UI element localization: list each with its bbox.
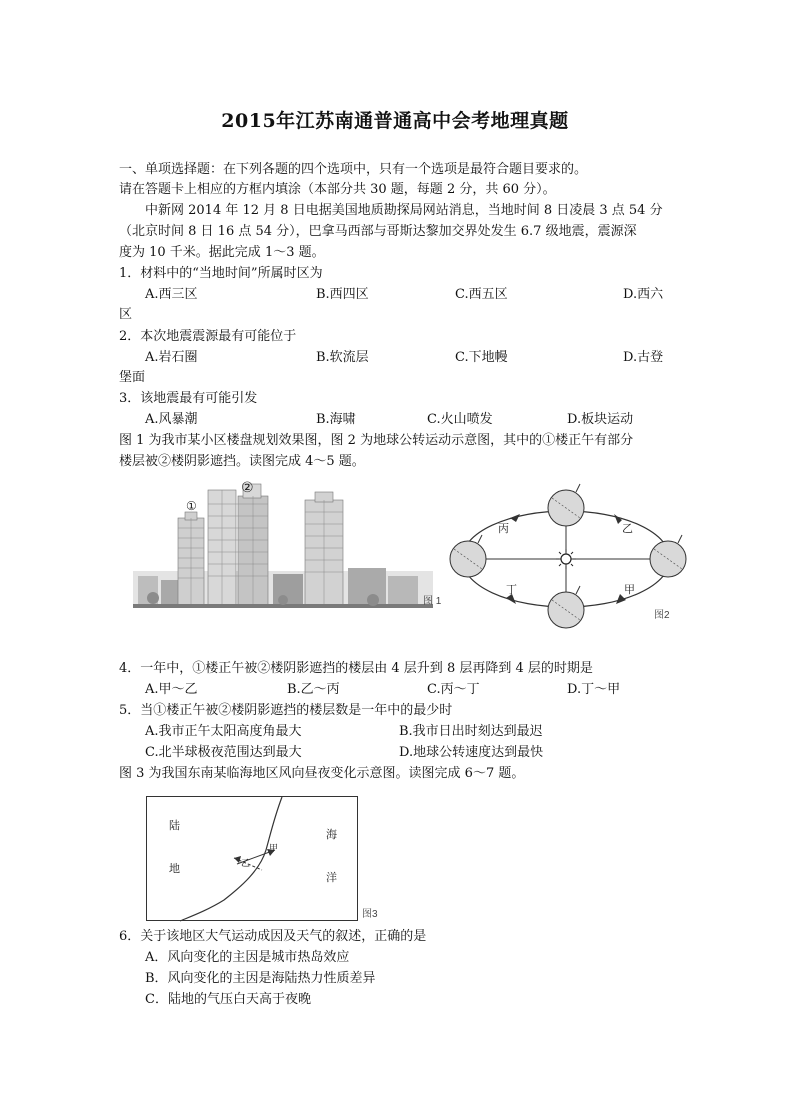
map-label-land-1: 陆: [169, 819, 180, 832]
q6-option-a: A．风向变化的主因是城市热岛效应: [145, 950, 350, 965]
q1-option-c: C.西五区: [455, 287, 508, 302]
q5-option-d: D.地球公转速度达到最快: [399, 745, 544, 760]
q2-option-b: B.软流层: [316, 350, 369, 365]
figure-3-coast-wind: [146, 796, 386, 922]
passage2-line2: 楼层被②楼阴影遮挡。读图完成 4～5 题。: [119, 454, 365, 469]
orbit-label-bing: 丙: [498, 522, 509, 535]
q2-option-d: D.古登: [623, 350, 664, 365]
q4-option-a: A.甲～乙: [145, 682, 198, 697]
section-heading: 一、单项选择题：在下列各题的四个选项中，只有一个选项是最符合题目要求的。: [119, 162, 588, 177]
page-title: 2015年江苏南通普通高中会考地理真题: [221, 110, 569, 132]
map-label-sea-1: 海: [326, 828, 337, 841]
passage2-line1: 图 1 为我市某小区楼盘规划效果图，图 2 为地球公转运动示意图，其中的①楼正午有部分: [119, 433, 634, 448]
q5-option-c: C.北半球极夜范围达到最大: [145, 745, 302, 760]
q2-stem: 2．本次地震震源最有可能位于: [119, 329, 297, 344]
figure-2-caption: 图2: [654, 610, 670, 621]
passage3: 图 3 为我国东南某临海地区风向昼夜变化示意图。读图完成 6～7 题。: [119, 766, 525, 781]
q3-option-c: C.火山喷发: [427, 412, 493, 427]
figure-1-label-1: ①: [186, 499, 197, 513]
figure-3-caption: 图3: [362, 909, 378, 920]
section-instruction: 请在答题卡上相应的方框内填涂（本部分共 30 题，每题 2 分，共 60 分）。: [119, 182, 556, 197]
q4-stem: 4．一年中，①楼正午被②楼阴影遮挡的楼层由 4 层升到 8 层再降到 4 层的时期是: [119, 661, 593, 676]
map-label-sea-2: 洋: [326, 871, 337, 884]
q1-option-a: A.西三区: [145, 287, 198, 302]
map-label-jia: 甲: [269, 844, 279, 854]
sun-icon: [556, 549, 576, 569]
passage1-line2: （北京时间 8 日 16 点 54 分），巴拿马西部与哥斯达黎加交界处发生 6.7 级地震，震源深: [119, 224, 637, 239]
orbit-label-ding: 丁: [506, 583, 517, 596]
q1-option-d-wrap: 区: [119, 307, 133, 322]
q2-option-d-wrap: 堡面: [119, 370, 146, 385]
orbit-label-yi: 乙: [622, 522, 633, 535]
figure-1-label-2: ②: [241, 480, 254, 496]
building-1: [178, 512, 204, 606]
q4-option-c: C.丙～丁: [427, 682, 480, 697]
passage1-line3: 度为 10 千米。据此完成 1～3 题。: [119, 245, 325, 260]
q3-option-d: D.板块运动: [567, 412, 634, 427]
map-label-land-2: 地: [169, 862, 180, 875]
q6-option-c: C．陆地的气压白天高于夜晚: [145, 992, 311, 1007]
figure-1-caption: 图 1: [423, 596, 442, 607]
q1-stem: 1．材料中的“当地时间”所属时区为: [119, 266, 323, 281]
figure-2-earth-orbit: [446, 480, 691, 636]
q3-option-b: B.海啸: [316, 412, 356, 427]
q3-option-a: A.风暴潮: [145, 412, 198, 427]
q2-option-c: C.下地幔: [455, 350, 508, 365]
passage1-line1: 中新网 2014 年 12 月 8 日电据美国地质勘探局网站消息，当地时间 8 日凌晨 3 点 54 分: [145, 203, 663, 218]
q1-option-d: D.西六: [623, 287, 664, 302]
q6-option-b: B．风向变化的主因是海陆热力性质差异: [145, 971, 376, 986]
q5-stem: 5．当①楼正午被②楼阴影遮挡的楼层数是一年中的最少时: [119, 703, 453, 718]
map-label-yi: 乙: [241, 859, 251, 869]
q5-option-b: B.我市日出时刻达到最迟: [399, 724, 543, 739]
q5-option-a: A.我市正午太阳高度角最大: [145, 724, 302, 739]
q1-option-b: B.西四区: [316, 287, 369, 302]
q4-option-d: D.丁～甲: [567, 682, 621, 697]
orbit-label-jia: 甲: [624, 583, 635, 596]
q4-option-b: B.乙～丙: [287, 682, 340, 697]
figure-1-buildings: [133, 476, 445, 616]
q6-stem: 6．关于该地区大气运动成因及天气的叙述，正确的是: [119, 929, 427, 944]
q3-stem: 3．该地震最有可能引发: [119, 391, 258, 406]
q2-option-a: A.岩石圈: [145, 350, 198, 365]
building-2: [208, 484, 268, 606]
